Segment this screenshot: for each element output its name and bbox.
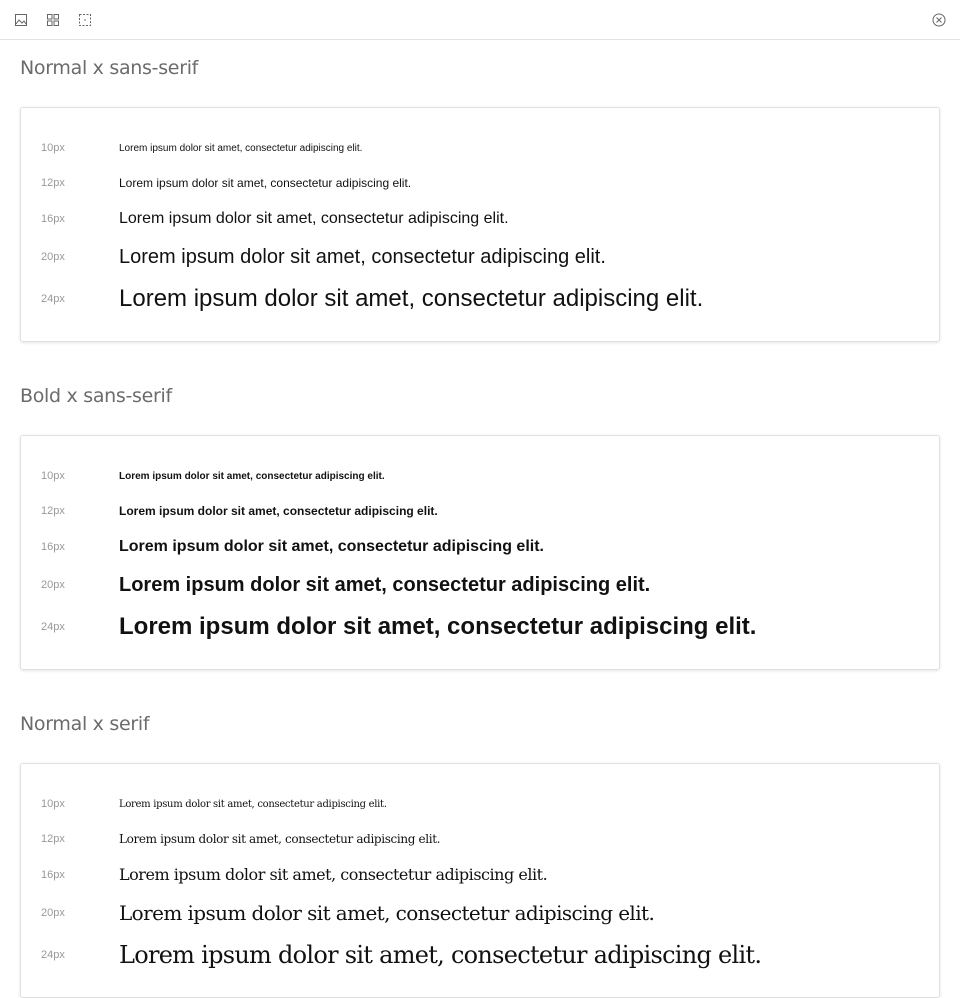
size-label: 10px [41, 470, 65, 482]
close-circle-icon[interactable] [932, 13, 946, 27]
size-label: 16px [41, 212, 65, 225]
size-label: 24px [41, 293, 65, 305]
section [20, 342, 940, 670]
sample-text: Lorem ipsum dolor sit amet, consectetur adipiscing elit. [119, 831, 441, 846]
grid-icon[interactable] [46, 13, 60, 27]
sample-text: Lorem ipsum dolor sit amet, consectetur adipiscing elit. [119, 503, 438, 518]
size-label: 10px [41, 142, 65, 154]
selection-icon[interactable] [78, 13, 92, 27]
size-label: 20px [41, 579, 65, 591]
section [20, 40, 940, 342]
section-heading: Normal x serif [20, 713, 150, 735]
sample-row [41, 165, 919, 200]
size-label: 16px [41, 868, 65, 881]
font-sample-card [20, 107, 940, 342]
size-label: 20px [41, 907, 65, 919]
sample-text: Lorem ipsum dolor sit amet, consectetur adipiscing elit. [119, 798, 387, 810]
sample-row [41, 528, 919, 565]
sample-text: Lorem ipsum dolor sit amet, consectetur adipiscing elit. [119, 901, 655, 925]
size-label: 12px [41, 504, 65, 517]
sample-text: Lorem ipsum dolor sit amet, consectetur adipiscing elit. [119, 941, 762, 969]
sample-row [41, 565, 919, 605]
size-label: 20px [41, 251, 65, 263]
sample-row [41, 131, 919, 165]
sample-row [41, 933, 919, 977]
sample-row [41, 459, 919, 493]
sample-text: Lorem ipsum dolor sit amet, consectetur adipiscing elit. [119, 245, 606, 268]
font-sample-card [20, 763, 940, 998]
size-label: 10px [41, 798, 65, 810]
sample-text: Lorem ipsum dolor sit amet, consectetur adipiscing elit. [119, 142, 363, 154]
sample-text: Lorem ipsum dolor sit amet, consectetur adipiscing elit. [119, 285, 704, 312]
sample-row [41, 821, 919, 856]
image-icon[interactable] [14, 13, 28, 27]
sample-text: Lorem ipsum dolor sit amet, consectetur adipiscing elit. [119, 537, 544, 555]
font-sample-card [20, 435, 940, 670]
sample-text: Lorem ipsum dolor sit amet, consectetur adipiscing elit. [119, 613, 757, 640]
sample-text: Lorem ipsum dolor sit amet, consectetur adipiscing elit. [119, 209, 509, 227]
sample-text: Lorem ipsum dolor sit amet, consectetur adipiscing elit. [119, 573, 651, 596]
sample-row [41, 200, 919, 237]
sample-row [41, 856, 919, 893]
sample-row [41, 605, 919, 649]
sample-row [41, 277, 919, 321]
size-label: 24px [41, 621, 65, 633]
section-heading: Normal x sans-serif [20, 57, 199, 79]
sample-text: Lorem ipsum dolor sit amet, consectetur adipiscing elit. [119, 865, 548, 884]
sample-row [41, 787, 919, 821]
size-label: 16px [41, 540, 65, 553]
toolbar [0, 0, 960, 40]
section-heading: Bold x sans-serif [20, 385, 172, 407]
sample-row [41, 493, 919, 528]
sample-text: Lorem ipsum dolor sit amet, consectetur adipiscing elit. [119, 175, 412, 190]
sample-text: Lorem ipsum dolor sit amet, consectetur adipiscing elit. [119, 470, 385, 482]
sample-row [41, 893, 919, 933]
sample-row [41, 237, 919, 277]
size-label: 12px [41, 832, 65, 845]
size-label: 12px [41, 176, 65, 189]
size-label: 24px [41, 949, 65, 961]
section [20, 670, 940, 998]
